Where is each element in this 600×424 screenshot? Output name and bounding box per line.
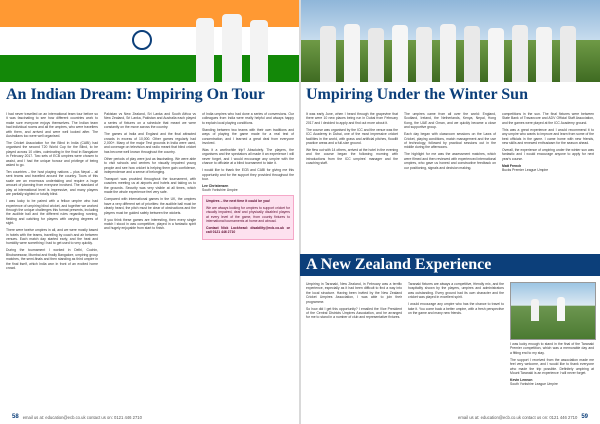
article-column	[306, 282, 402, 406]
paragraph: I would like to thank the ECB and CABI for giving me this opportunity and for the support they provided throughout the tour.	[202, 168, 294, 182]
paragraph: So how did I get this opportunity? I emailed the Vice President of the Central Districts Umpires Association, and he arranged for me to stand in a number of club and representative fixtures.	[306, 306, 402, 320]
article-column	[306, 112, 398, 252]
recruitment-callout	[202, 195, 294, 240]
article-column	[104, 112, 196, 406]
paragraph: This was a great experience and I would recommend it to any umpire who wants to improve and learn from some of the best officials in the game. I came home with new friends, new skills and renewed enthusiasm for the season ahead.	[502, 127, 594, 146]
article-column	[510, 342, 594, 408]
article-column	[408, 282, 504, 406]
paragraph: Taranaki fixtures are always a competitive, friendly mix, and the hospitality shown by the players, umpires and administrators was outstanding. Every ground had its own character and the cricket was played in excellent spirit.	[408, 282, 504, 300]
paragraph: During the tournament I worked in Delhi, Cochin, Bhubaneswar, Mumbai and finally Bangalore, umpiring group matches, the semi-finals and then standing as third umpire in the final itself, which India won in front of an excited home crowd.	[6, 248, 98, 270]
article-column	[202, 112, 294, 406]
page-number: 58	[12, 414, 19, 420]
paragraph: The Cricket Association for the Blind in India (CABI) had organised the second T20 World Cup for the Blind, to be played across 10 cities, culminating in the final in Bangalore in February 2017. Two sets of ECB umpires were chosen to assist, and I had the unique honour and privilege of being asked to go.	[6, 141, 98, 168]
author-name: Lee Christensen	[202, 184, 229, 189]
author-name: Matt French	[502, 163, 522, 168]
paragraph: Umpiring in Taranaki, New Zealand, in February was a terrific experience, especially as it had been difficult to find a way into the local structure. Having been invited by the New Zealand Cricket Umpires Association, I was able to join their programme.	[306, 282, 402, 304]
paragraph: Compared with international games in the UK, the umpires have a very different set of priorities: the audible ball must be clearly heard, the pitch must be clear of obstructions and the players must be guided safely between the wickets.	[104, 197, 196, 215]
paragraph: I had never travelled on an international team tour before so it was fascinating to see how different countries work to make sure everyone enjoys themselves. The Indian team had individual rooms and all the umpires, who were travellers with them, and arrived and were well looked after. The Australians too were well organised.	[6, 112, 98, 139]
paragraph: Was it a worthwhile trip? Absolutely. The players, the organisers and the spectators all made it an experience I will never forget, and I would encourage any umpire with the chance to officiate at a blind tournament to take it.	[202, 148, 294, 166]
paragraph: Overall, the experience of umpiring under the winter sun was fantastic and I would encourage anyone to apply for next year's course.	[502, 148, 594, 161]
paragraph: If you think these games are interesting, then every single match I stood in was competitive, played in a fantastic spirit and hugely enjoyable from start to finish.	[104, 217, 196, 231]
author-role: Bucks Premier League Umpire	[502, 168, 549, 173]
section-title: A New Zealand Experience	[306, 256, 492, 273]
page-footer	[300, 410, 600, 424]
author-role: South Yorkshire League Umpire	[510, 382, 558, 387]
paragraph: It was early June, when I heard through the grapevine that there were 10 new places being run in Dubai from February 2017 and I decided to apply and find out more about it.	[306, 112, 398, 125]
article-column	[6, 112, 98, 406]
paragraph: Standing between two teams with their own traditions and ways of playing the game made for a real test of concentration, and I learned a great deal from everyone involved.	[202, 127, 294, 146]
paragraph: The course was organised by the ICC and the venue was the ICC Academy in Dubai, one of the most impressive cricket facilities in the world, with grass and artificial pitches, floodlit practice areas and a full-size ground.	[306, 127, 398, 146]
page-number: 59	[581, 414, 588, 420]
paragraph: I would encourage any umpire who has the chance to travel to take it. You come back a better umpire, with a fresh perspective on the game and many new friends.	[408, 302, 504, 316]
page-title: Umpiring Under the Winter Sun	[306, 86, 528, 103]
article-column	[502, 112, 594, 252]
paragraph: The highlight for me was the assessment matches, which were filmed and then reviewed with experienced international umpires, who gave us honest and constructive feedback on our positioning, signals and decision making.	[404, 152, 496, 170]
author-role: South Yorkshire Umpire	[202, 188, 238, 193]
article-column	[404, 112, 496, 252]
paragraph: Pakistan vs New Zealand, Sri Lanka and South Africa vs New Zealand, Sri Lanka, Pakistan and Australia each played a series of fixtures on a schedule that meant we were constantly on the move across the country.	[104, 112, 196, 130]
nz-article	[306, 282, 504, 406]
paragraph: of India umpires who had done a series of conversions. Our colleagues from India were really helpful and always happy to explain local playing conditions.	[202, 112, 294, 125]
callout-body: We are always looking for umpires to support cricket for visually impaired, deaf and physically disabled players at every level of the game, from county fixtures to international tournaments at home and abroad.	[206, 205, 290, 224]
paragraph: The support I received from the association made me feel very welcome, and I would like to thank everyone who made the trip possible. Definitely umpiring at Mount Taranaki is an experience I will never forget.	[510, 357, 594, 376]
paragraph: I was lucky to be paired with a fellow umpire who had experience of umpiring blind cricket, and together we worked through the unique challenges this format presents, including the audible ball and the different rules regarding running, fielding and catching for players with varying degrees of sight.	[6, 199, 98, 226]
paragraph: competitions in the sun. The final fixtures were between State Bank of Travancore and ADV Official Staff Association, and the games were played at the ICC Academy ground.	[502, 112, 594, 125]
paragraph: The games at India and England and the final attracted crowds in excess of 10,000. Other games regularly had 2,000+. Many of the major Test grounds in India were used, and coverage on television and radio meant that blind cricket has become well known throughout the country.	[104, 132, 196, 154]
callout-contact: Contact Nick Lockhead: disability@ecb.co.uk or call 0121 446 2710	[206, 225, 290, 234]
footer-contact: email us at: education@ecb.co.uk contact us on: 0121 446 2710	[22, 414, 142, 420]
nz-photo	[510, 282, 596, 340]
paragraph: Each day began with classroom sessions on the Laws of Cricket, playing conditions, match management and the use of technology, followed by practical sessions out in the middle during the afternoons.	[404, 132, 496, 150]
paragraph: Other periods of play were just as fascinating. We were able to visit schools and centres for visually impaired young people and see how cricket is helping them gain confidence, independence and a sense of belonging.	[104, 156, 196, 175]
callout-intro: Umpires – the next time it could be you!	[206, 199, 271, 204]
paragraph: There were twelve umpires in all, and we were mostly based in hotels with the teams, travelling by coach and air between venues. Each match day started early, and the heat and humidity were something I had to get used to very quickly.	[6, 228, 98, 246]
paragraph: We flew out with 14 others, arrived at the hotel in the evening and the course began the following morning with introductions from the ICC umpires' manager and the coaching staff.	[306, 148, 398, 166]
author-name: Kevin Lennon	[510, 378, 533, 383]
page-footer	[0, 410, 300, 424]
page-title: An Indian Dream: Umpiring On Tour	[6, 86, 265, 103]
paragraph: I was lucky enough to stand in the final of the Taranaki Premier competition, which was a memorable day and a fitting end to my stay.	[510, 342, 594, 355]
paragraph: The umpires came from all over the world: England, Scotland, Ireland, the Netherlands, Kenya, Nepal, Hong Kong, the UAE and Oman, and we quickly became a close and supportive group.	[404, 112, 496, 130]
paragraph: Ten countries – the host playing nations – plus Nepal – all sent teams and travelled around the country. Tours of this scale are an enormous undertaking and require a huge amount of planning from everyone involved. The standard of play at international level is impressive, and many players are partially sighted or totally blind.	[6, 170, 98, 197]
footer-contact: email us at: education@ecb.co.uk contact us on: 0121 446 2710	[458, 414, 578, 420]
paragraph: Transport was provided throughout the tournament, with coaches meeting us at airports and hotels and taking us to the grounds. Security was very visible at all times, which made the whole experience feel very safe.	[104, 177, 196, 195]
